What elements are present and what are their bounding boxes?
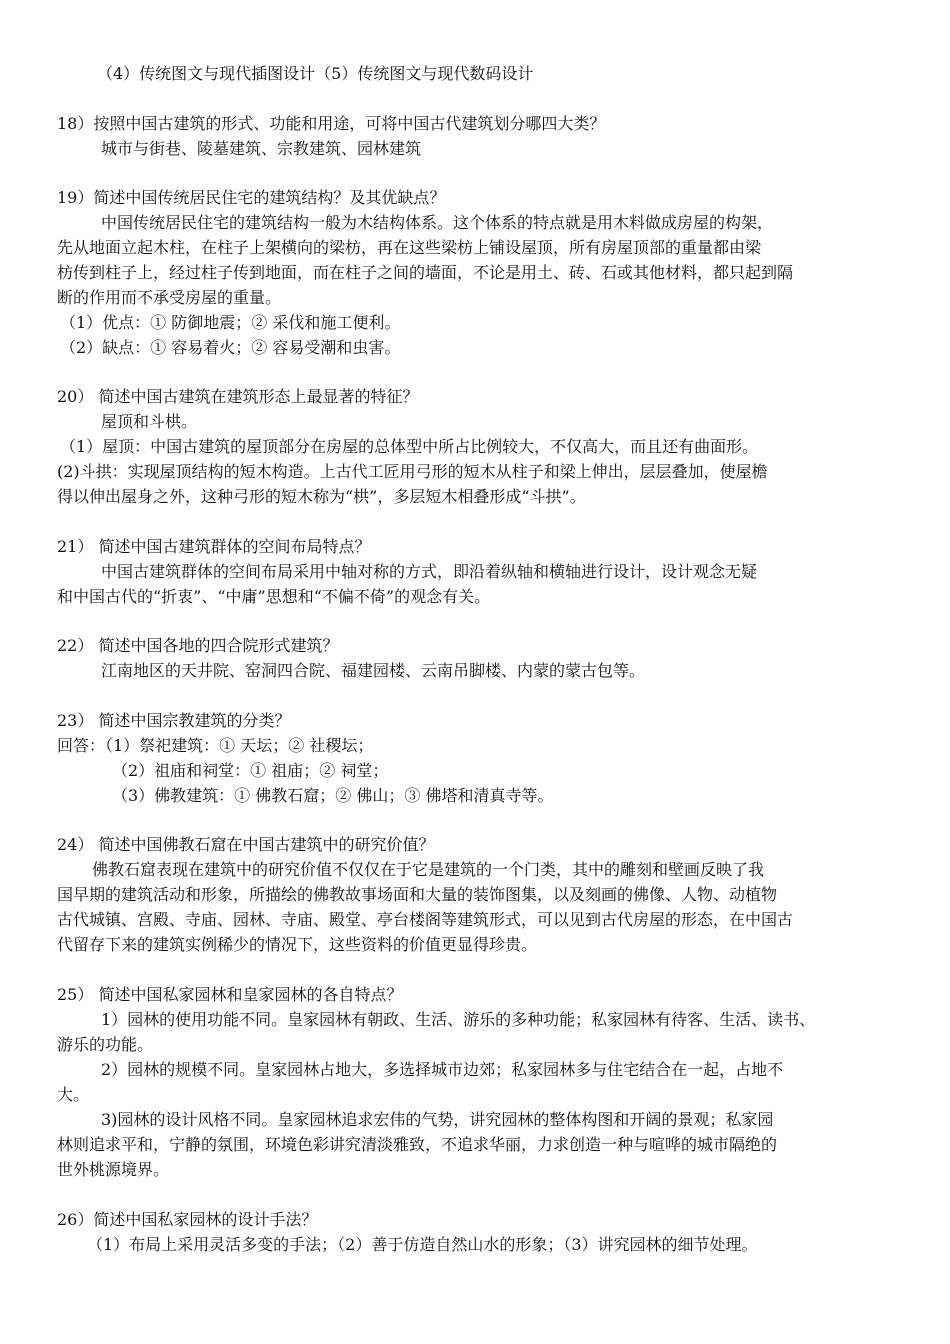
answer-25-line: 世外桃源境界。: [57, 1160, 170, 1179]
answer-24-line: 代留存下来的建筑实例稀少的情况下，这些资料的价值更显得珍贵。: [57, 935, 538, 954]
answer-22: 江南地区的天井院、窑洞四合院、福建园楼、云南吊脚楼、内蒙的蒙古包等。: [101, 661, 646, 680]
question-18: 18）按照中国古建筑的形式、功能和用途，可将中国古代建筑划分哪四大类？: [57, 114, 606, 133]
answer-20-line: (2)斗拱：实现屋顶结构的短木构造。上古代工匠用弓形的短木从柱子和梁上伸出，层层叠加，使屋檐: [57, 462, 768, 481]
question-19: 19）简述中国传统居民住宅的建筑结构？及其优缺点？: [57, 188, 446, 207]
answer-20-line: 得以伸出屋身之外，这种弓形的短木称为“栱”，多层短木相叠形成“斗拱”。: [57, 487, 586, 506]
answer-25-line: 大。: [57, 1085, 90, 1104]
question-21: 21） 简述中国古建筑群体的空间布局特点？: [57, 537, 371, 556]
question-26: 26）简述中国私家园林的设计手法？: [57, 1210, 318, 1229]
answer-23-line: （2）祖庙和祠堂：① 祖庙；② 祠堂；: [112, 761, 389, 780]
answer-26: （1）布局上采用灵活多变的手法；（2）善于仿造自然山水的形象；（3）讲究园林的细节处理。: [87, 1235, 758, 1254]
answer-23-line: 回答：（1）祭祀建筑：① 天坛；② 社稷坛；: [57, 736, 374, 755]
answer-25-line: 林则追求平和，宁静的氛围，环境色彩讲究清淡雅致，不追求华丽，力求创造一种与喧哗的城市隔绝的: [57, 1135, 778, 1154]
answer-25-line: 2）园林的规模不同。皇家园林占地大，多选择城市边郊；私家园林多与住宅结合在一起，占地不: [101, 1060, 784, 1079]
text-line: （4）传统图文与现代插图设计（5）传统图文与现代数码设计: [97, 64, 534, 83]
answer-23-line: （3）佛教建筑：① 佛教石窟；② 佛山；③ 佛塔和清真寺等。: [112, 786, 554, 805]
question-25: 25） 简述中国私家园林和皇家园林的各自特点？: [57, 985, 403, 1004]
answer-20-line: 屋顶和斗栱。: [101, 412, 198, 431]
answer-25-line: 1）园林的使用功能不同。皇家园林有朝政、生活、游乐的多种功能；私家园林有待客、生活、读书、: [101, 1010, 816, 1029]
answer-19-line: 枋传到柱子上，经过柱子传到地面，而在柱子之间的墙面，不论是用土、砖、石或其他材料，都只起到隔: [57, 263, 794, 282]
answer-24-line: 古代城镇、宫殿、寺庙、园林、寺庙、殿堂、亭台楼阁等建筑形式，可以见到古代房屋的形态，在中国古: [57, 910, 794, 929]
answer-19-disadvantages: （2）缺点：① 容易着火；② 容易受潮和虫害。: [60, 338, 401, 357]
answer-18: 城市与街巷、陵墓建筑、宗教建筑、园林建筑: [101, 139, 422, 158]
answer-25-line: 游乐的功能。: [57, 1035, 154, 1054]
question-24: 24） 简述中国佛教石窟在中国古建筑中的研究价值？: [57, 835, 435, 854]
answer-19-line: 断的作用而不承受房屋的重量。: [57, 288, 282, 307]
question-23: 23） 简述中国宗教建筑的分类？: [57, 711, 291, 730]
answer-20-line: （1）屋顶：中国古建筑的屋顶部分在房屋的总体型中所占比例较大，不仅高大，而且还有曲面形。: [60, 437, 759, 456]
answer-19-line: 先从地面立起木柱，在柱子上架横向的梁枋，再在这些梁枋上铺设屋顶，所有房屋顶部的重量都由梁: [57, 238, 762, 257]
answer-21-line: 和中国古代的“折衷”、“中庸”思想和“不偏不倚”的观念有关。: [57, 587, 491, 606]
answer-21-line: 中国古建筑群体的空间布局采用中轴对称的方式，即沿着纵轴和横轴进行设计，设计观念无疑: [101, 562, 758, 581]
answer-24-line: 佛教石窟表现在建筑中的研究价值不仅仅在于它是建筑的一个门类，其中的雕刻和壁画反映了我: [92, 860, 765, 879]
question-20: 20） 简述中国古建筑在建筑形态上最显著的特征？: [57, 387, 419, 406]
answer-19-advantages: （1）优点：① 防御地震；② 采伐和施工便利。: [60, 313, 401, 332]
answer-19-line: 中国传统居民住宅的建筑结构一般为木结构体系。这个体系的特点就是用木料做成房屋的构架，: [101, 213, 774, 232]
question-22: 22） 简述中国各地的四合院形式建筑？: [57, 636, 339, 655]
answer-24-line: 国早期的建筑活动和形象，所描绘的佛教故事场面和大量的装饰图集，以及刻画的佛像、人物、动植物: [57, 885, 778, 904]
answer-25-line: 3)园林的设计风格不同。皇家园林追求宏伟的气势，讲究园林的整体构图和开阔的景观；私家园: [101, 1110, 774, 1129]
